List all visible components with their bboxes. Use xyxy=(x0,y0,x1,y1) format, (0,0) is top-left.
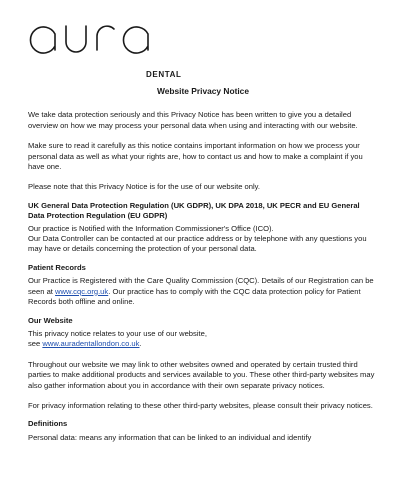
logo-subtext: DENTAL xyxy=(146,70,182,79)
intro-paragraph-1: We take data protection seriously and this Privacy Notice has been written to give you a detailed overview on how we may process your personal data when using and interacting with our website. xyxy=(28,110,358,130)
intro-paragraph-2: Make sure to read it carefully as this notice contains important information on how we process your personal data as well as what your rights are, how to contact us and how to make a complaint if you have one. xyxy=(28,141,363,172)
definitions-heading: Definitions xyxy=(28,419,68,429)
website-text-end: . xyxy=(139,339,142,349)
definitions-text: Personal data: means any information that can be linked to an individual and identify xyxy=(28,432,312,442)
gdpr-line-1: Our practice is Notified with the Information Commissioner's Office (ICO). xyxy=(28,223,274,233)
website-text-see: see xyxy=(28,339,43,349)
cqc-link[interactable]: www.cqc.org.uk xyxy=(55,286,109,296)
third-party-paragraph-1: Throughout our website we may link to other websites owned and operated by certain trusted third parties to make additional products and services available to you. These other third-party websites may also gather information about you in accordance with their own separate privacy notices. xyxy=(28,359,375,390)
website-text-1: This privacy notice relates to your use of our website, xyxy=(28,328,207,338)
patient-records-paragraph xyxy=(28,276,378,307)
aura-dental-logo xyxy=(28,20,182,79)
page-title: Website Privacy Notice xyxy=(156,86,249,96)
document-body xyxy=(28,86,378,443)
our-website-heading: Our Website xyxy=(28,315,73,325)
records-text-before: Our Practice is Registered with the Care Quality Commission (CQC). Details of our Registration can be seen at xyxy=(28,276,374,296)
gdpr-heading: UK General Data Protection Regulation (UK GDPR), UK DPA 2018, UK PECR and EU General Data Protection Regulation (EU GDPR) xyxy=(28,200,360,221)
aura-logo-mark xyxy=(28,20,163,56)
third-party-paragraph-2: For privacy information relating to these other third-party websites, please consult their privacy notices. xyxy=(28,400,373,410)
aura-website-link[interactable]: www.auradentallondon.co.uk xyxy=(42,339,140,349)
records-text-after: . Our practice has to comply with the CQC data protection policy for Patient Records both offline and online. xyxy=(28,286,361,307)
gdpr-line-2: Our Data Controller can be contacted at our practice address or by telephone with any questions you may have or details concerning the protection of your personal data. xyxy=(28,234,367,254)
patient-records-heading: Patient Records xyxy=(28,262,86,272)
our-website-paragraph xyxy=(28,329,378,350)
intro-paragraph-3: Please note that this Privacy Notice is for the use of our website only. xyxy=(28,182,261,192)
